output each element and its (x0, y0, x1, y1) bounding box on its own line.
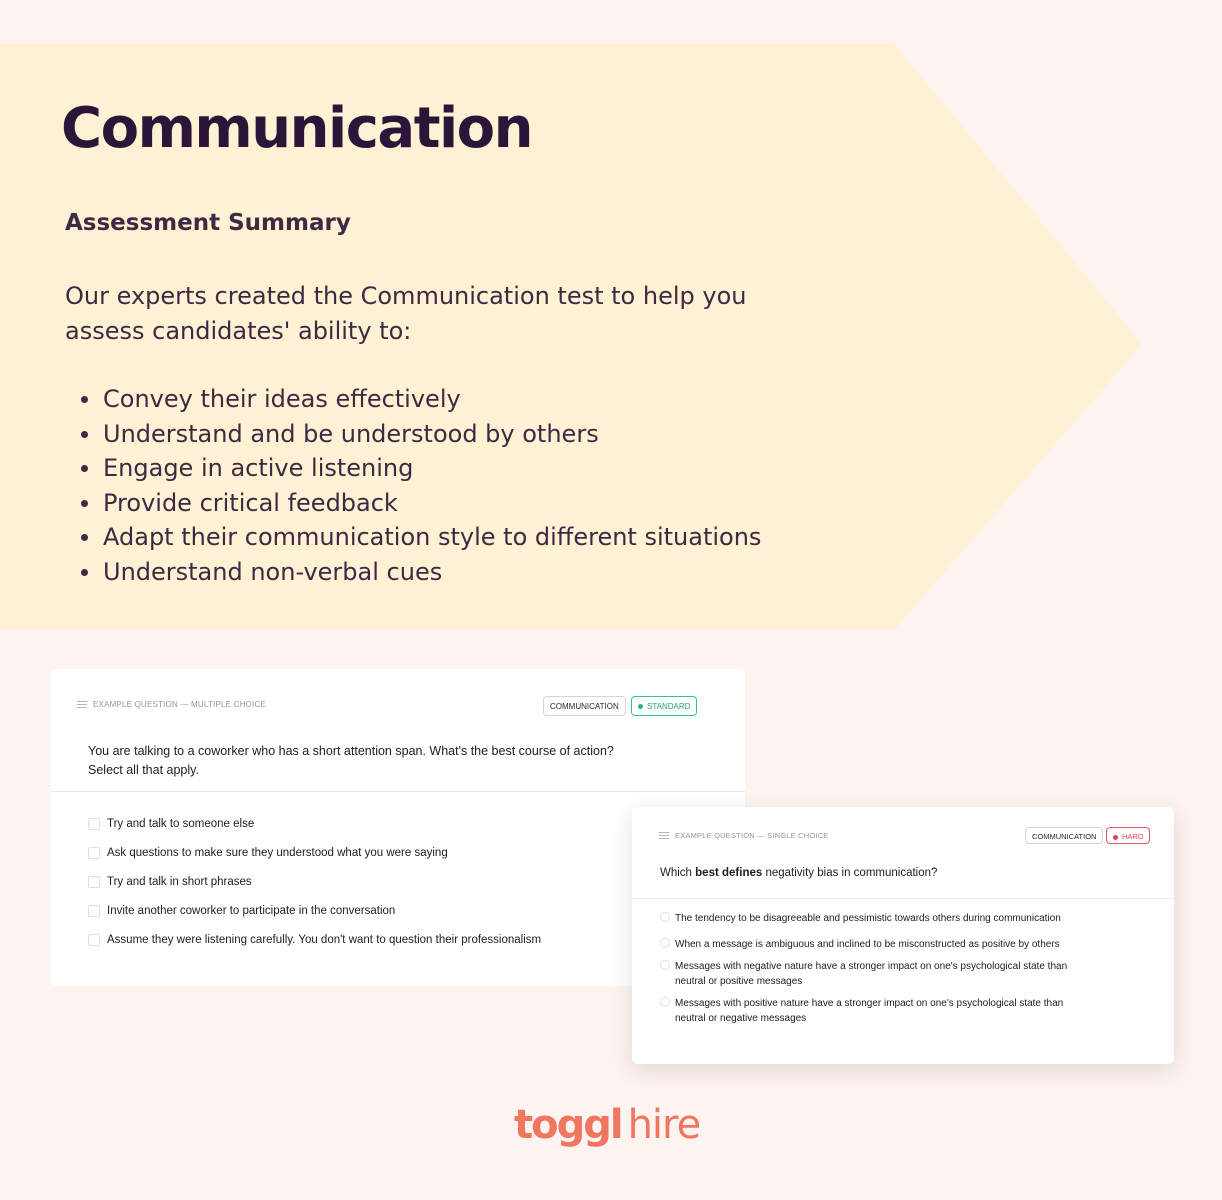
logo-product: hire (627, 1102, 701, 1148)
category-tag: COMMUNICATION (1025, 827, 1103, 844)
answer-option[interactable]: Try and talk to someone else (88, 818, 254, 830)
radio-button[interactable] (660, 912, 670, 922)
radio-button[interactable] (660, 938, 670, 948)
answer-option[interactable]: Ask questions to make sure they understood what you were saying (88, 847, 448, 859)
list-item: Adapt their communication style to different situations (103, 520, 761, 555)
checkbox[interactable] (88, 905, 100, 917)
answer-option[interactable]: When a message is ambiguous and inclined to be misconstructed as positive by others (660, 937, 1095, 952)
answer-option[interactable]: The tendency to be disagreeable and pessimistic towards others during communication (660, 911, 1095, 926)
question-type-label: EXAMPLE QUESTION — MULTIPLE CHOICE (93, 700, 266, 709)
toggl-hire-logo (514, 1102, 700, 1150)
intro-text: Our experts created the Communication test to help you assess candidates' ability to: (65, 282, 747, 345)
difficulty-tag: STANDARD (631, 696, 697, 716)
menu-icon (77, 701, 87, 709)
question-type-label: EXAMPLE QUESTION — SINGLE CHOICE (675, 831, 829, 840)
section-subtitle: Assessment Summary (65, 210, 351, 236)
answer-option[interactable]: Assume they were listening carefully. You don't want to question their professionalism (88, 934, 541, 946)
checkbox[interactable] (88, 847, 100, 859)
skills-list (103, 382, 761, 589)
difficulty-tag: HARD (1106, 827, 1150, 844)
checkbox[interactable] (88, 934, 100, 946)
status-dot-icon (1113, 835, 1118, 840)
divider (51, 791, 745, 792)
menu-icon (659, 832, 669, 840)
logo-brand: toggl (514, 1102, 622, 1148)
divider (632, 898, 1174, 899)
radio-button[interactable] (660, 960, 670, 970)
question-header (77, 700, 266, 709)
question-text: You are talking to a coworker who has a short attention span. What's the best course of action? Select all that apply. (88, 744, 614, 777)
list-item: Convey their ideas effectively (103, 382, 761, 417)
answer-option[interactable]: Messages with positive nature have a stronger impact on one's psychological state than neutral or negative messages (660, 996, 1075, 1026)
list-item: Understand non-verbal cues (103, 555, 761, 590)
checkbox[interactable] (88, 818, 100, 830)
example-question-card-single (632, 807, 1174, 1064)
category-tag: COMMUNICATION (543, 696, 626, 716)
answer-option[interactable]: Invite another coworker to participate in the conversation (88, 905, 395, 917)
answer-option[interactable]: Try and talk in short phrases (88, 876, 252, 888)
page-title: Communication (61, 96, 532, 161)
question-text: Which best defines negativity bias in communication? (660, 867, 938, 879)
list-item: Engage in active listening (103, 451, 761, 486)
checkbox[interactable] (88, 876, 100, 888)
list-item: Provide critical feedback (103, 486, 761, 521)
status-dot-icon (638, 704, 643, 709)
list-item: Understand and be understood by others (103, 417, 761, 452)
radio-button[interactable] (660, 997, 670, 1007)
answer-option[interactable]: Messages with negative nature have a stronger impact on one's psychological state than neutral or positive messages (660, 959, 1075, 989)
question-header (659, 831, 829, 840)
